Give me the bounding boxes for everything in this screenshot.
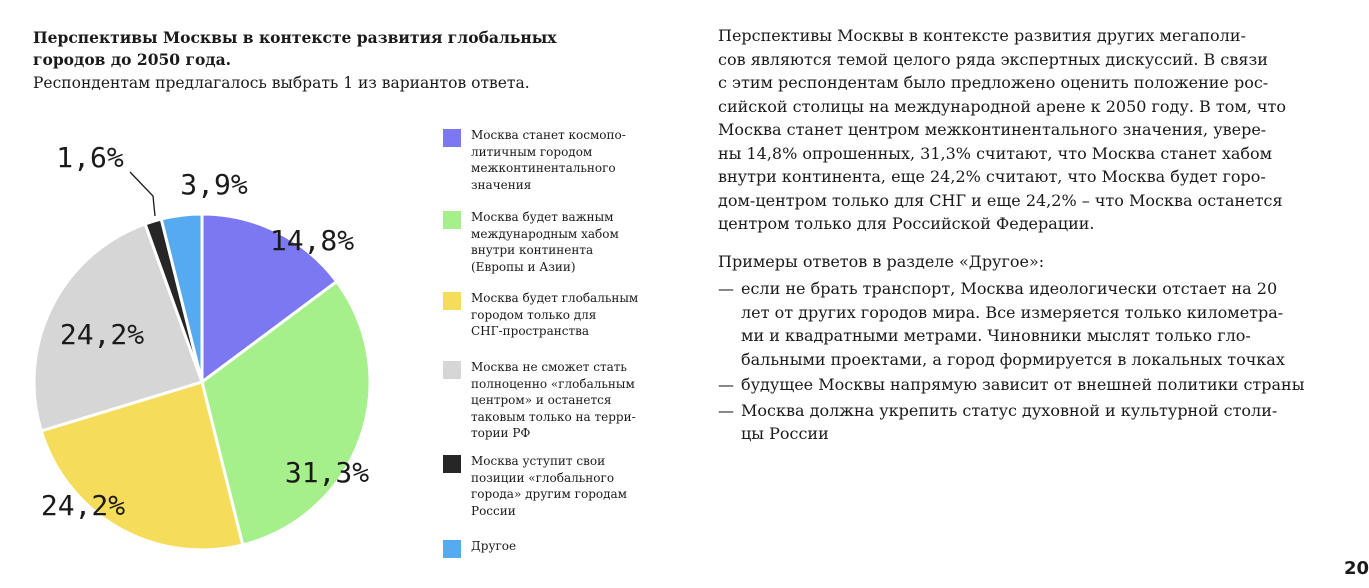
legend-label: Москва будет важным международным хабом внутри континента (Европы и Азии) xyxy=(471,210,619,274)
list-dash: — xyxy=(718,279,734,298)
example-item: — будущее Москвы напрямую зависит от внешней политики страны xyxy=(718,373,1338,397)
legend-swatch xyxy=(443,455,461,473)
examples-heading: Примеры ответов в разделе «Другое»: xyxy=(718,251,1045,271)
slice-label: 3,9% xyxy=(180,168,248,201)
intro-paragraph: Перспективы Москвы в контексте развития других мегаполи- сов являются темой целого ряда экспертных дискуссий. В связи с этим респондентам было предложено оценить положение рос- сийской столицы на международной арене к 2050 году. В том, что Москва станет центром межконтинентального значения, увере- ны 14,8% опрошенных, 31,3% считают, что Москва станет хабом внутри континента, еще 24,2% считают, что Москва будет горо- дом-центром только для СНГ и еще 24,2% – что Москва останется центром только для Российской Федерации. xyxy=(718,26,1286,233)
page-number: 20 xyxy=(1344,558,1369,579)
legend-label: Москва станет космопо- литичным городом межконтинентального значения xyxy=(471,128,626,192)
slice-label: 24,2% xyxy=(59,318,145,351)
pie-chart xyxy=(0,120,420,580)
legend-swatch xyxy=(443,361,461,379)
legend-swatch xyxy=(443,211,461,229)
leader-line xyxy=(130,172,155,216)
slice-label: 24,2% xyxy=(40,489,126,522)
chart-subtitle: Респондентам предлагалось выбрать 1 из вариантов ответа. xyxy=(33,74,530,92)
slice-label: 14,8% xyxy=(269,224,355,257)
chart-title: Перспективы Москвы в контексте развития глобальных городов до 2050 года. xyxy=(33,28,557,69)
legend-swatch xyxy=(443,129,461,147)
article-text xyxy=(718,24,1338,448)
example-item: — если не брать транспорт, Москва идеологически отстает на 20 лет от других городов мира. Все измеряется только километра- ми и квадратными метрами. Чиновники мыслят только гло- бальными проектами, а город формируется в локальных точках xyxy=(718,279,1285,369)
legend-label: Москва не сможет стать полноценно «глобальным центром» и останется таковым только на терри- тории РФ xyxy=(471,360,636,440)
list-dash: — xyxy=(718,375,734,394)
list-dash: — xyxy=(718,400,734,420)
slice-label: 1,6% xyxy=(56,141,124,174)
example-item: — Москва должна укрепить статус духовной и культурной столи- цы России xyxy=(718,400,1278,443)
slice-label: 31,3% xyxy=(284,456,370,489)
legend-label: Другое xyxy=(471,539,517,553)
legend-label: Москва будет глобальным городом только для СНГ-пространства xyxy=(471,291,639,338)
legend-swatch xyxy=(443,540,461,558)
examples-list xyxy=(718,277,1338,446)
legend-label: Москва уступит свои позиции «глобального города» другим городам России xyxy=(471,454,627,518)
legend-swatch xyxy=(443,292,461,310)
